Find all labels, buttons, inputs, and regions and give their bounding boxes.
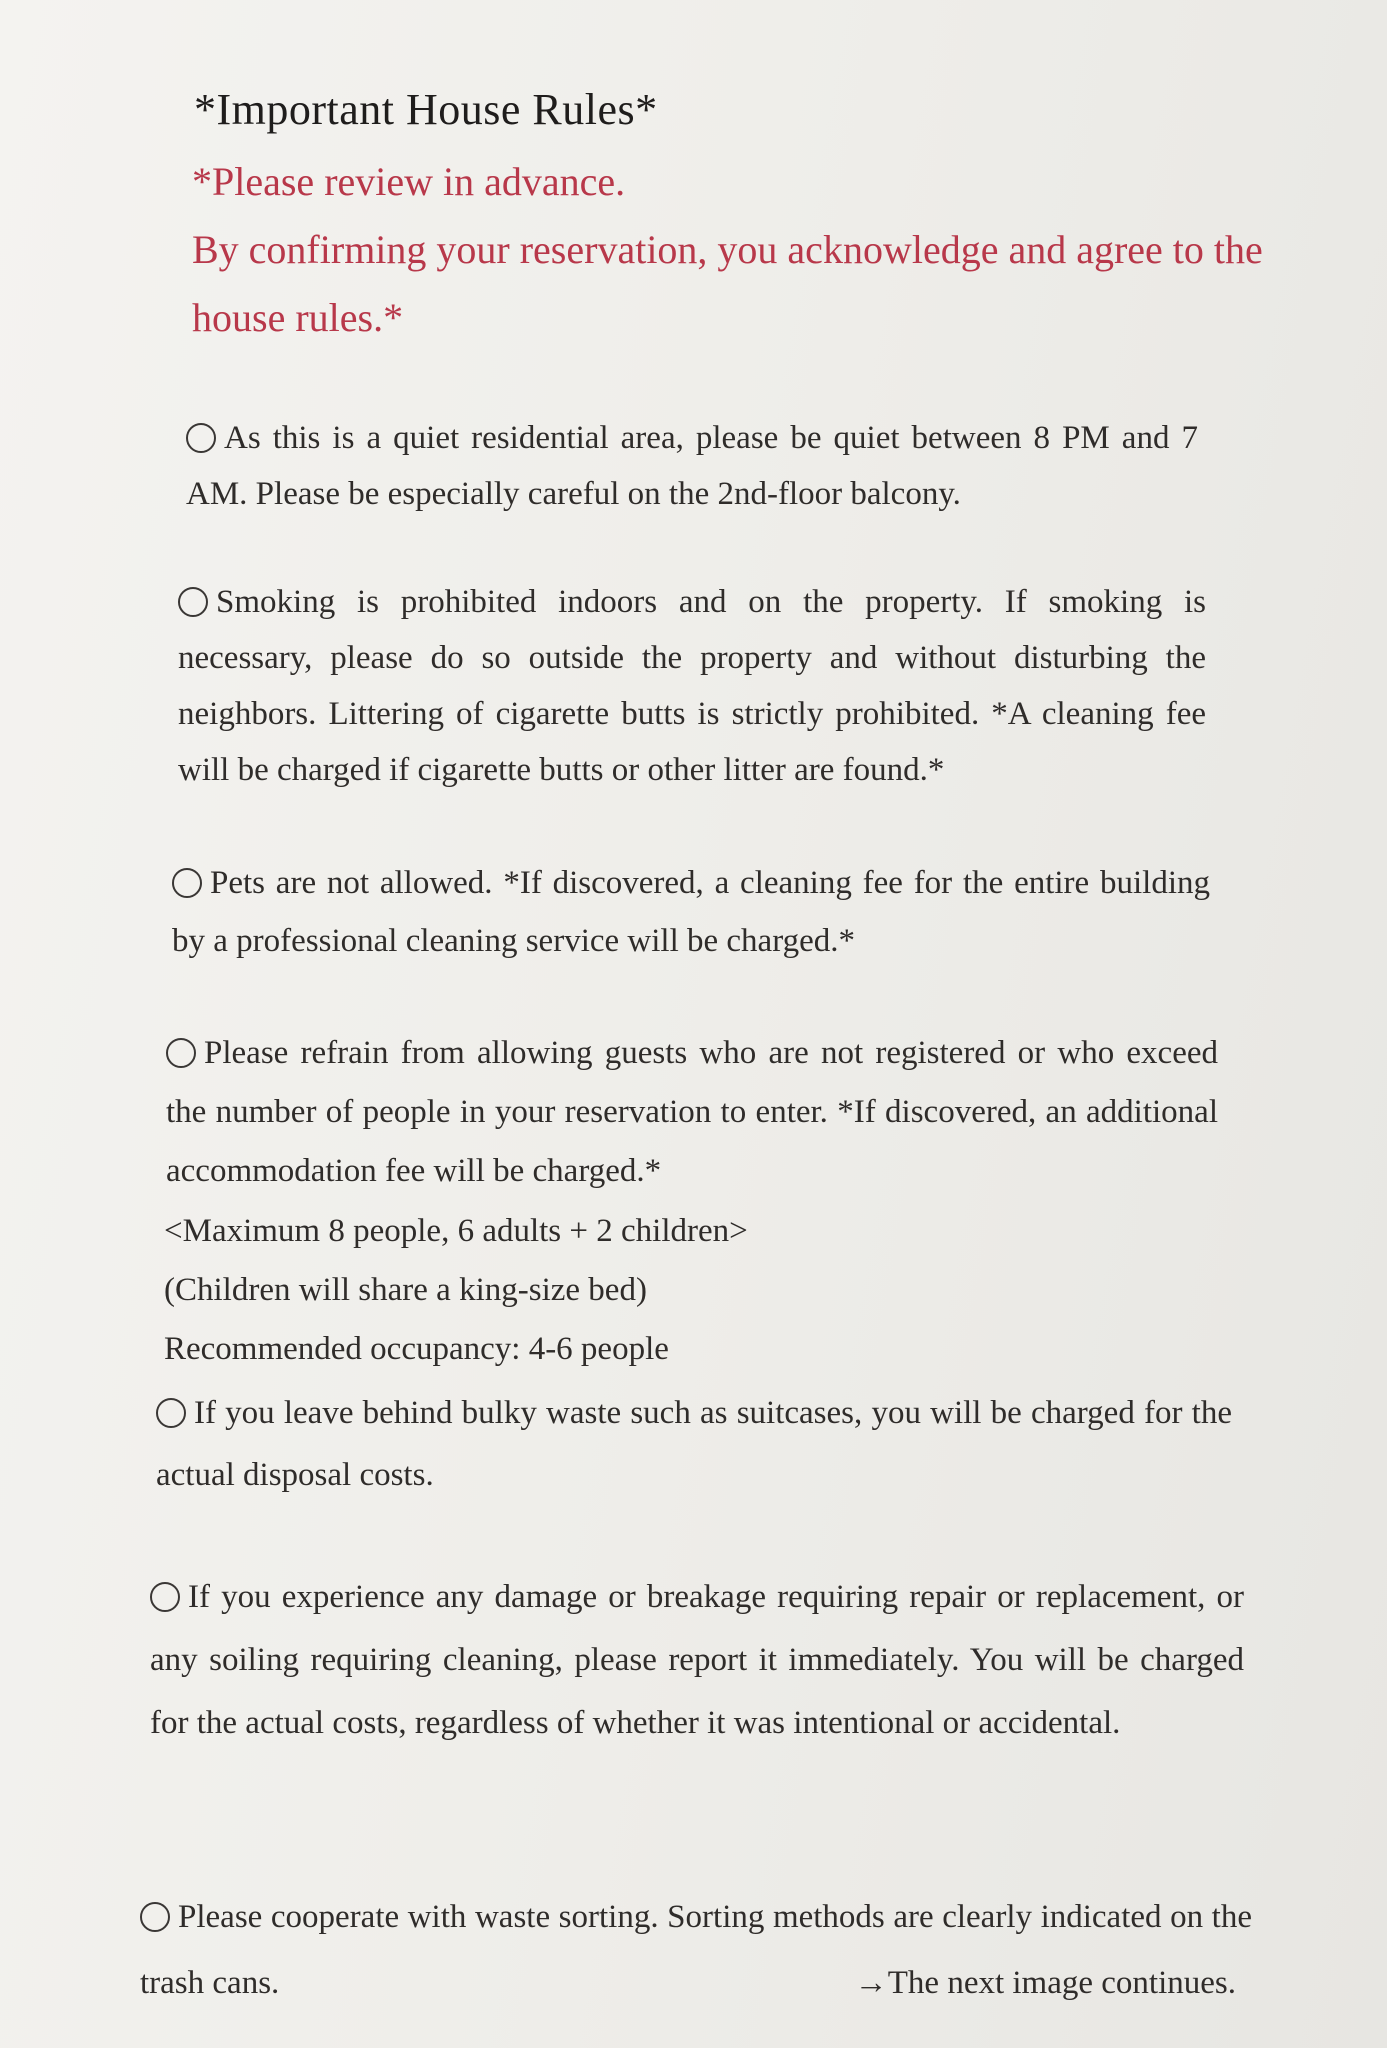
rule-text: Please refrain from allowing guests who are not registered or who exceed the number of people in your reservation to enter. *If discovered, an additional accommodation fee will be charged.* — [166, 1035, 1218, 1189]
rule-guests — [166, 1024, 1218, 1201]
bullet-circle-icon — [140, 1902, 170, 1932]
review-notice-line-2: By confirming your reservation, you acknowledge and agree to the house rules.* — [192, 227, 1263, 340]
bullet-circle-icon — [178, 587, 208, 617]
rule-bulky-waste — [156, 1382, 1232, 1506]
recommended-occupancy: Recommended occupancy: 4-6 people — [164, 1331, 669, 1367]
rule-smoking — [178, 574, 1206, 798]
review-notice — [192, 148, 1272, 352]
document-title: *Important House Rules* — [194, 85, 658, 134]
children-bed-note: (Children will share a king-size bed) — [164, 1272, 647, 1308]
occupancy-details — [164, 1202, 1214, 1379]
document-header — [192, 82, 1272, 352]
rule-text: As this is a quiet residential area, please be quiet between 8 PM and 7 AM. Please be especially careful on the 2nd-floor balcony. — [186, 420, 1198, 512]
rule-text: Please cooperate with waste sorting. Sorting methods are clearly indicated on the trash cans. — [140, 1899, 1252, 2001]
rule-text: Smoking is prohibited indoors and on the property. If smoking is necessary, please do so outside the property and without disturbing the neighbors. Littering of cigarette butts is strictly prohibited. *A cleaning fee will be charged if cigarette butts or other litter are found.* — [178, 584, 1206, 788]
continue-note: →The next image continues. — [854, 1965, 1236, 2001]
rule-text: If you leave behind bulky waste such as suitcases, you will be charged for the actual disposal costs. — [156, 1395, 1232, 1493]
rule-pets — [172, 854, 1210, 970]
bullet-circle-icon — [186, 423, 216, 453]
bullet-circle-icon — [166, 1038, 196, 1068]
rule-damage — [150, 1566, 1244, 1755]
rule-waste-sorting — [140, 1884, 1252, 2016]
review-notice-line-1: *Please review in advance. — [192, 159, 626, 204]
bullet-circle-icon — [172, 868, 202, 898]
bullet-circle-icon — [156, 1398, 186, 1428]
bullet-circle-icon — [150, 1582, 180, 1612]
rule-quiet-hours — [186, 410, 1198, 522]
rule-text: Pets are not allowed. *If discovered, a cleaning fee for the entire building by a professional cleaning service will be charged.* — [172, 865, 1210, 959]
rule-text: If you experience any damage or breakage requiring repair or replacement, or any soiling requiring cleaning, please report it immediately. You will be charged for the actual costs, regardless of whether it was intentional or accidental. — [150, 1579, 1244, 1741]
maximum-occupancy: <Maximum 8 people, 6 adults + 2 children> — [164, 1213, 748, 1249]
